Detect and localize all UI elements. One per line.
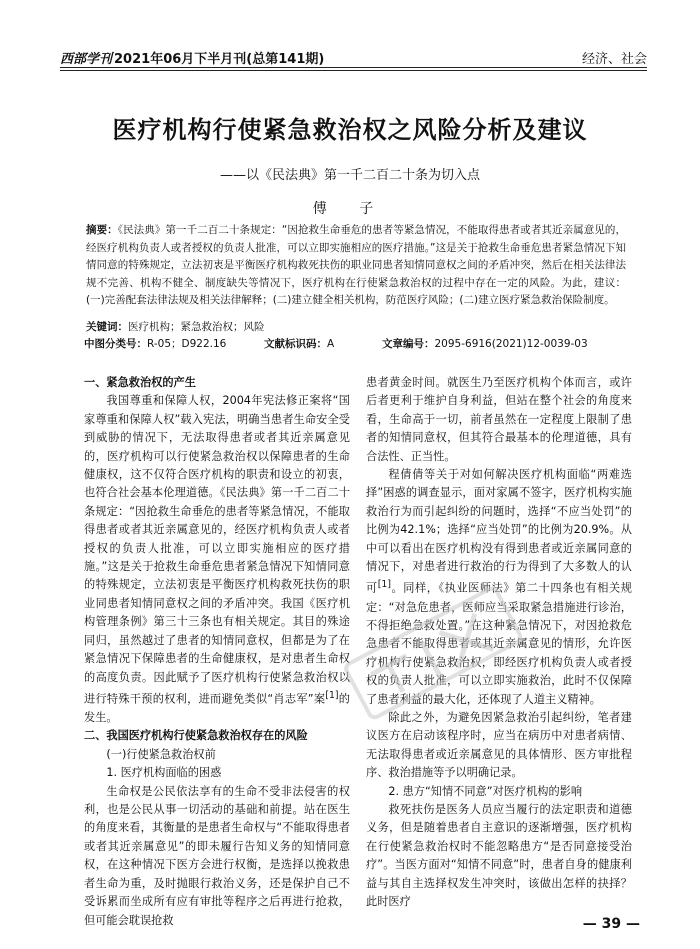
right-column <box>366 374 632 912</box>
paragraph: 患者黄金时间。就医生乃至医疗机构个体而言，或许后者更利于维护自身利益，但站在整个社会的角度来看，生命高于一切，前者虽然在一定程度上限制了患者的知情同意权，但其符合最基本的伦理道德，具有合法性、正当性。 <box>366 376 632 463</box>
paragraph-text: 我国尊重和保障人权，2004年宪法修正案将“国家尊重和保障人权”载入宪法，明确当患者生命安全受到威胁的情况下，无法取得患者或者其近亲属意见的，医疗机构可以行使紧急救治权以保障患者的生命健康权，这不仅符合医疗机构的职责和设立的初衷，也符合社会基本伦理道德。《民法典》第一千二百二十条规定：“因抢救生命垂危的患者等紧急情况，不能取得患者或者其近亲属意见的，经医疗机构负责人或者授权的负责人批准，可以立即实施相应的医疗措施。”这是关于抢救生命垂危患者紧急情况下知情同意的特殊规定，立法初衷是平衡医疗机构救死扶伤的职业同患者知情同意权之间的矛盾冲突。我国《医疗机构管理条例》第三十三条也有相关规定。其目的殊途同归，虽然越过了患者的知情同意权，但都是为了在紧急情况下保障患者的生命健康权，是对患者生命权的高度负责。因此赋予了医疗机构行使紧急救治权以进行特殊干预的权利，进而避免类似“肖志军”案 <box>84 394 350 706</box>
paragraph: 除此之外，为避免因紧急救治引起纠纷，笔者建议医方在启动该程序时，应当在病历中对患者病情、无法取得患者或近亲属意见的具体情形、医方审批程序、救治措施等予以明确记录。 <box>366 711 632 780</box>
clc-value: R-05；D922.16 <box>147 338 227 350</box>
header-rule-bottom <box>60 70 647 71</box>
abstract <box>86 222 626 310</box>
paragraph <box>366 466 632 709</box>
journal-logo: 西部学刊 <box>60 52 113 67</box>
paragraph: 救死扶伤是医务人员应当履行的法定职责和道德义务，但是随着患者自主意识的逐渐增强，医疗机构在行使紧急救治权时不能忽略患方“是否同意接受治疗”。当医方面对“知情不同意”时，患者自身的健康利益与其自主选择权发生冲突时，该做出怎样的抉择？此时医疗 <box>366 803 632 909</box>
abstract-label: 摘要： <box>86 224 118 236</box>
keywords-label: 关键词： <box>86 321 128 333</box>
subsection-heading: 2. 患方“知情不同意”对医疗机构的影响 <box>388 784 583 798</box>
article-title: 医疗机构行使紧急救治权之风险分析及建议 <box>112 116 588 144</box>
page-number: — 39 — <box>582 916 640 932</box>
doc-value: A <box>327 338 335 350</box>
article-value: 2095-6916(2021)12-0039-03 <box>434 338 588 350</box>
keywords <box>86 319 626 334</box>
citation-marker: [1] <box>325 689 339 701</box>
subsection-heading: 1. 医疗机构面临的困惑 <box>106 766 222 780</box>
journal-header <box>60 48 324 67</box>
paragraph-text: 。同样，《执业医师法》第二十四条也有相关规定：“对急危患者，医师应当采取紧急措施进行诊治，不得拒绝急救处置。”在这种紧急情况下，对因抢救危急患者不能取得患者或其近亲属意见的情形，允许医疗机构行使紧急救治权，即经医疗机构负责人或者授权的负责人批准，可以立即实施救治，此时不仅保障了患者利益的最大化，还体现了人道主义精神。 <box>366 582 632 706</box>
citation-marker: [1] <box>377 579 391 591</box>
journal-issue: 2021年06月下半月刊(总第141期) <box>114 52 325 67</box>
keywords-text: 医疗机构；紧急救治权；风险 <box>128 321 265 333</box>
doc-label: 文献标识码： <box>264 338 327 350</box>
paragraph-text: 的发生。 <box>84 692 350 725</box>
clc-number <box>84 336 226 351</box>
left-column <box>84 374 350 930</box>
article-number <box>382 336 588 351</box>
article-label: 文章编号： <box>382 338 435 350</box>
section-heading-2: 二、我国医疗机构行使紧急救治权存在的风险 <box>84 729 308 743</box>
section-heading-1: 一、紧急救治权的产生 <box>84 376 196 389</box>
clc-label: 中图分类号： <box>84 338 147 350</box>
author-name: 傅 子 <box>312 201 388 217</box>
section-label: 经济、社会 <box>581 52 647 67</box>
article-subtitle: ——以《民法典》第一千二百二十条为切入点 <box>219 168 480 183</box>
abstract-text: 《民法典》第一千二百二十条规定：“因抢救生命垂危的患者等紧急情况，不能取得患者或者其近亲属意见的，经医疗机构负责人或者授权的负责人批准，可以立即实施相应的医疗措施。”这是关于抢救生命垂危患者紧急情况下知情同意的特殊规定，立法初衷是平衡医疗机构救死扶伤的职业同患者知情同意权之间的矛盾冲突，然后在相关法律法规不完善、机构不健全、制度缺失等情况下，医疗机构在行使紧急救治权的过程中存在一定的风险。为此，建议：(一)完善配套法律法规及相关法律解释；(二)建立健全相关机构，防范医疗风险；(二)建立医疗紧急救治保险制度。 <box>86 224 627 306</box>
paragraph <box>84 392 350 727</box>
paragraph: 生命权是公民依法享有的生命不受非法侵害的权利，也是公民从事一切活动的基础和前提。站在医生的角度来看，其衡量的是患者生命权与“不能取得患者或者其近亲属意见”的即未履行告知义务的知情同意权，在这种情况下医方会进行权衡，是选择以挽救患者生命为重，及时抛眼行救治义务，还是保护自己不受诉累而坐成所有应有审批等程序之后再进行抢救，但可能会耽误抢救 <box>84 784 350 927</box>
document-code <box>264 336 334 351</box>
subsection-heading: (一)行使紧急救治权前 <box>106 747 216 761</box>
paragraph-text: 程倩倩等关于对如何解决医疗机构面临“两难选择”困惑的调查显示，面对家属不签字，医疗机构实施救治行为而引起纠纷的问题时，选择“不应当处罚”的比例为42.1%；选择“应当处罚”的比例为20.9%。从中可以看出在医疗机构没有得到患者或近亲属同意的情况下，对患者进行救治的行为得到了大多数人的认可 <box>366 468 632 596</box>
header-rule-top <box>60 67 647 68</box>
